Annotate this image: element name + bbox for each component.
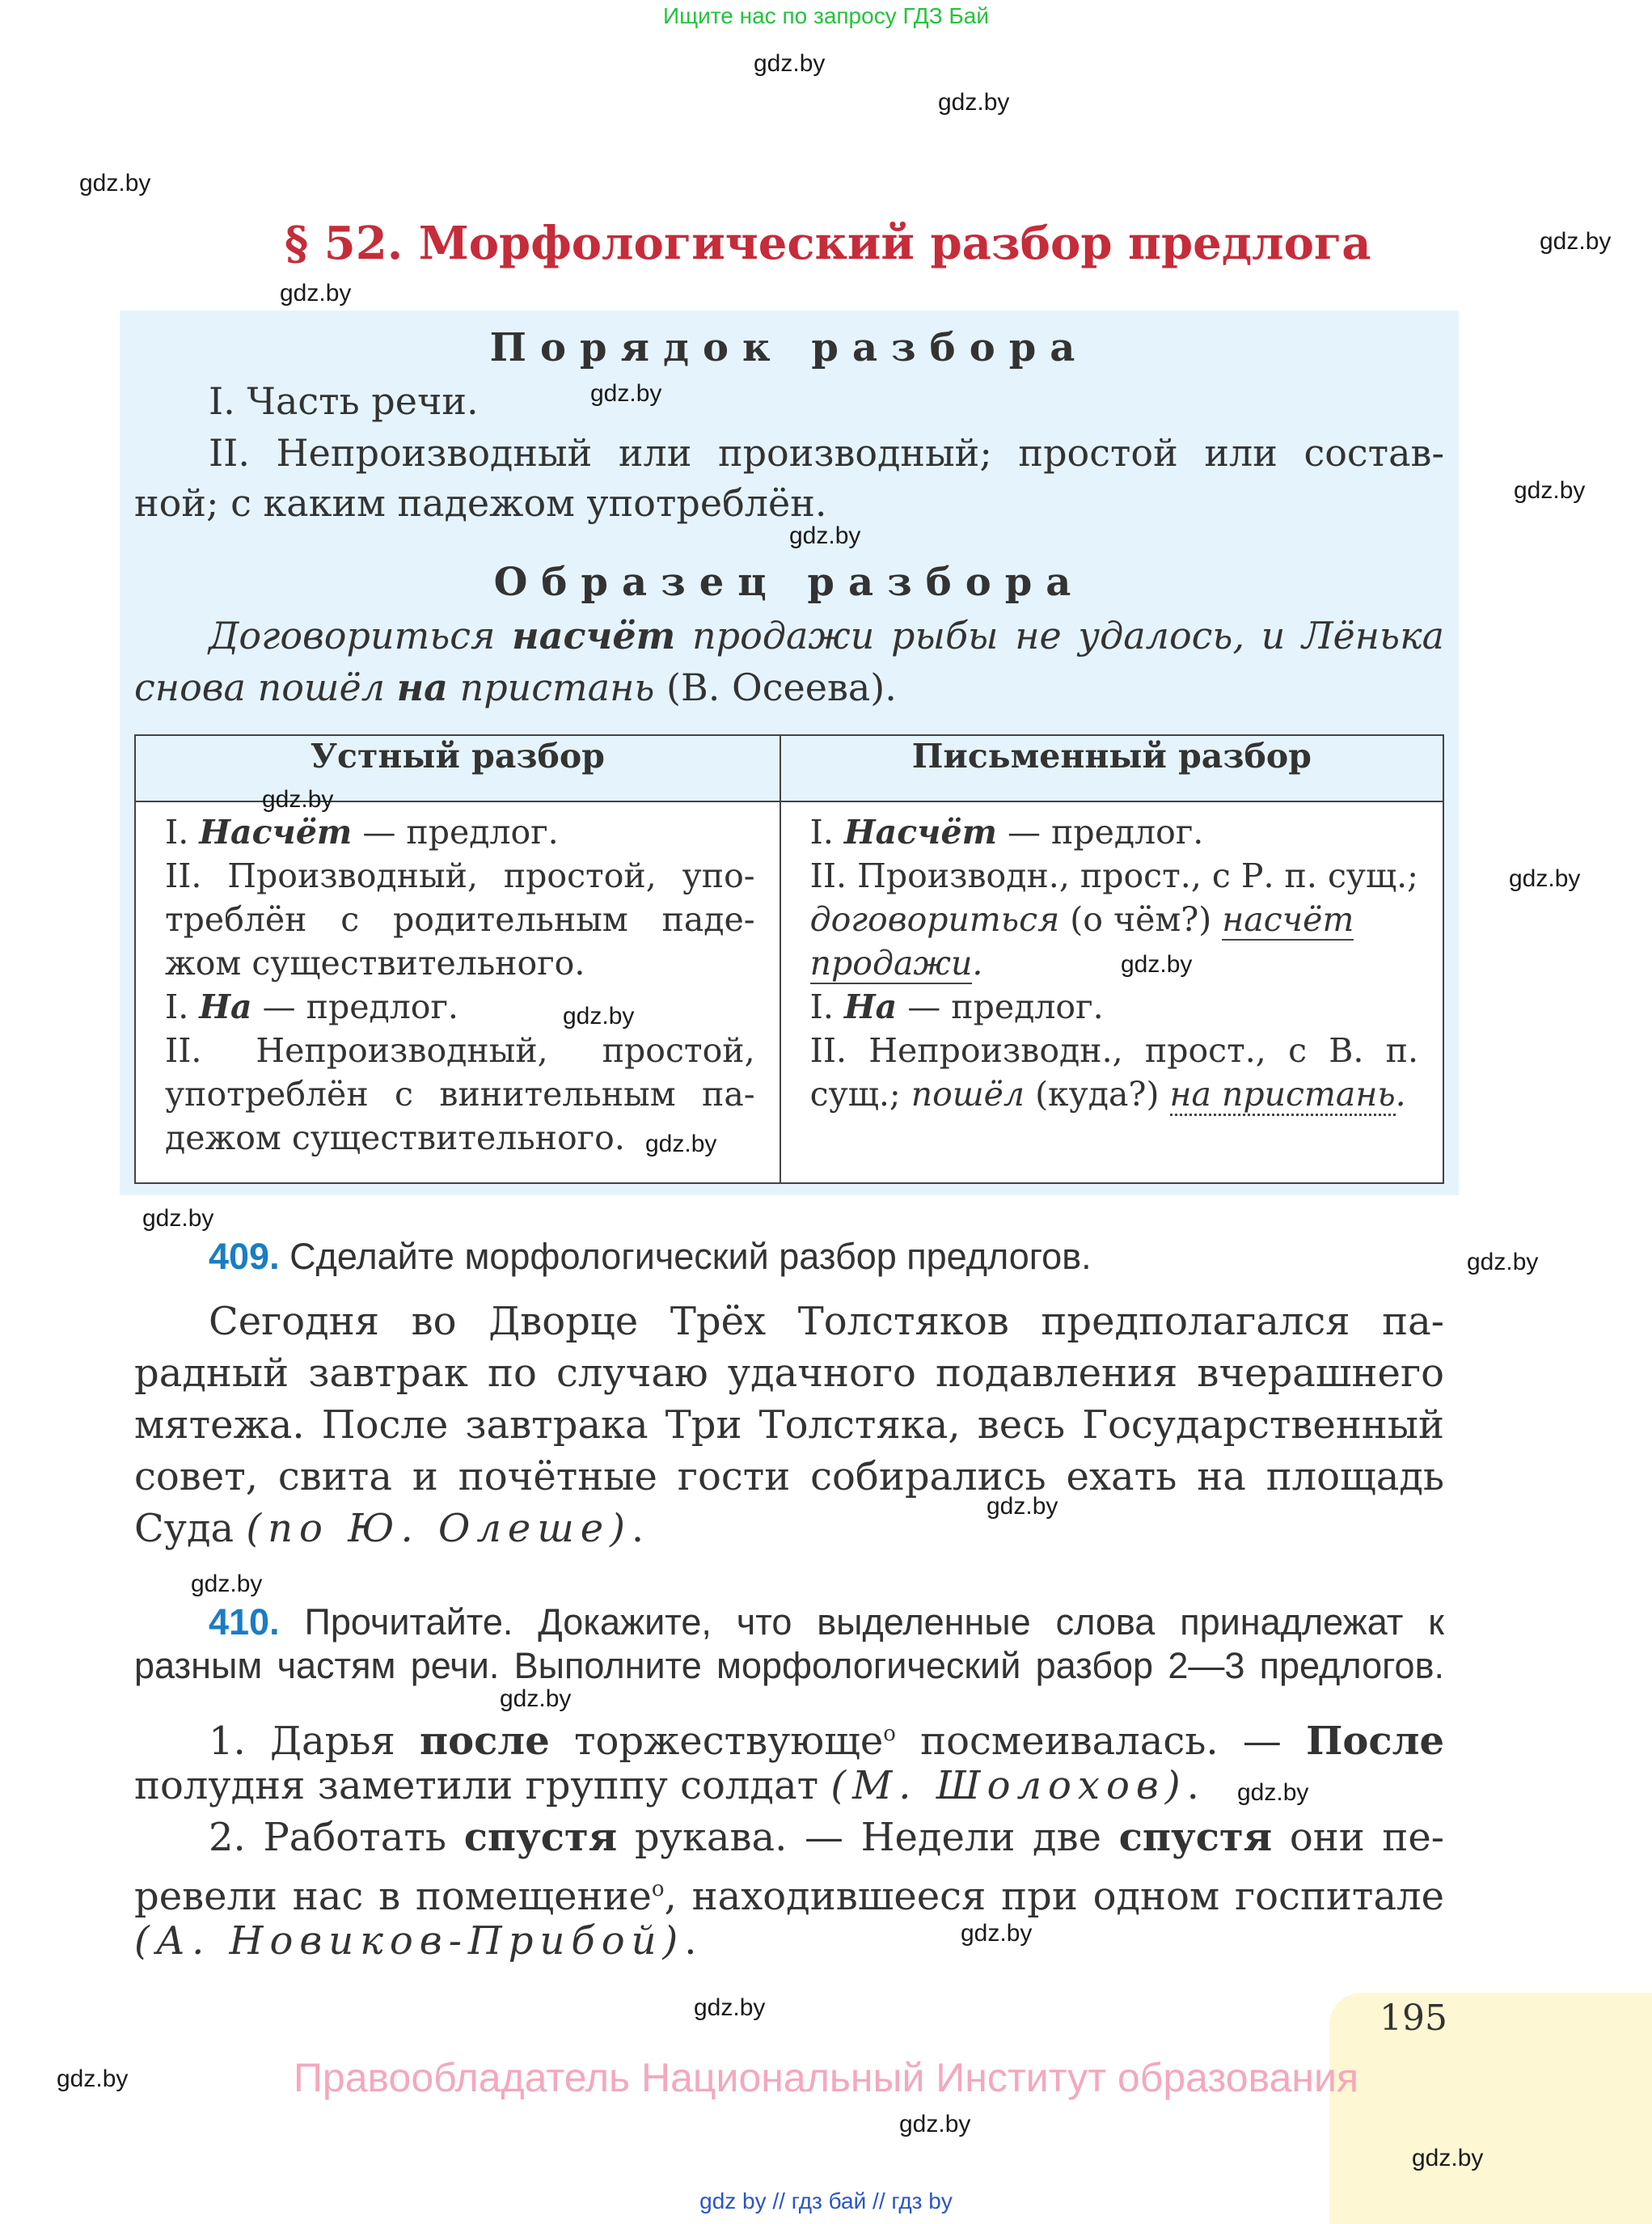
watermark: gdz.by [1237, 1779, 1309, 1806]
watermark: gdz.by [191, 1571, 263, 1597]
exercise-410-sentence-2-line-2: ревели нас в помещение$^о$, находившееся при одном госпитале [134, 1874, 1444, 1919]
order-item-2-line-1: II. Непроизводный или производный; простой или состав- [209, 431, 1444, 475]
bottom-links[interactable]: gdz by // гдз бай // гдз by [699, 2188, 953, 2213]
exercise-409-text-line-3: мятежа. После завтрака Три Толстяка, весь Государственный [134, 1402, 1444, 1448]
watermark: gdz.by [1467, 1249, 1539, 1275]
watermark: gdz.by [1509, 865, 1581, 892]
exercise-410-sentence-1-line-1: 1. Дарья после торжествующе$^о$ посмеивалась. — После [209, 1719, 1445, 1764]
exercise-409-text-line-1: Сегодня во Дворце Трёх Толстяков предполагался па- [209, 1299, 1444, 1344]
exercise-410-sentence-1-line-2: полудня заметили группу солдат (М. Шолохов). [134, 1763, 1199, 1808]
watermark: gdz.by [1121, 951, 1193, 978]
page-number: 195 [1379, 1998, 1447, 2039]
watermark: gdz.by [961, 1920, 1033, 1947]
watermark: gdz.by [1412, 2145, 1484, 2171]
watermark: gdz.by [142, 1205, 214, 1232]
col-oral-header: Устный разбор [135, 735, 780, 801]
watermark: gdz.by [79, 170, 151, 197]
watermark: gdz.by [280, 280, 352, 307]
written-analysis-cell: I. Насчёт — предлог. II. Производн., прост., с Р. п. сущ.; договориться (о чём?) насчёт продажи. I. На — предлог. II. Непроизводн., прост., с В. п. сущ.; пошёл (куда?) на пристань. [780, 801, 1443, 1183]
watermark: gdz.by [590, 380, 662, 407]
section-title: § 52. Морфологический разбор предлога [285, 217, 1371, 270]
sample-heading: Образец разбора [493, 560, 1085, 605]
exercise-410-sentence-2-line-1: 2. Работать спустя рукава. — Недели две спустя они пе- [209, 1815, 1445, 1860]
oral-analysis-cell: I. Насчёт — предлог. II. Производный, простой, упо- треблён с родительным паде- жом существительного. I. На — предлог. II. Непроизводный, простой, употреблён с винительным па- дежом существительного. [135, 801, 780, 1183]
order-item-1: I. Часть речи. [209, 379, 479, 423]
watermark: gdz.by [1514, 477, 1586, 504]
exercise-410-sentence-2-line-3: (А. Новиков-Прибой). [134, 1918, 697, 1964]
watermark: gdz.by [694, 1994, 766, 2021]
sample-sentence-line-2: снова пошёл на пристань (В. Осеева). [134, 666, 897, 709]
exercise-409-number: 409. [209, 1236, 280, 1277]
watermark: gdz.by [754, 50, 826, 77]
watermark: gdz.by [563, 1003, 635, 1030]
col-written-header: Письменный разбор [780, 735, 1443, 801]
order-item-2-line-2: ной; с каким падежом употреблён. [134, 481, 827, 525]
watermark: gdz.by [1540, 228, 1612, 255]
watermark: gdz.by [57, 2065, 129, 2092]
rights-holder-notice: Правообладатель Национальный Институт образования [293, 2055, 1359, 2100]
exercise-410-number: 410. [209, 1601, 280, 1643]
exercise-409-text-line-4: совет, свита и почётные гости собирались ехать на площадь [134, 1454, 1444, 1499]
sample-sentence-line-1: Договориться насчёт продажи рыбы не удалось, и Лёнька [209, 614, 1444, 657]
exercise-410-task-line-2: разным частям речи. Выполните морфологический разбор 2—3 предлогов. [134, 1645, 1444, 1686]
exercise-409-task: 409. Сделайте морфологический разбор предлогов. [209, 1236, 1092, 1277]
watermark: gdz.by [938, 89, 1010, 116]
search-banner[interactable]: Ищите нас по запросу ГДЗ Бай [662, 3, 990, 28]
watermark: gdz.by [789, 522, 861, 549]
watermark: gdz.by [500, 1685, 572, 1712]
watermark: gdz.by [899, 2111, 971, 2137]
exercise-409-text-line-5: Суда (по Ю. Олеше). [134, 1506, 644, 1551]
watermark: gdz.by [645, 1131, 717, 1157]
watermark: gdz.by [987, 1493, 1058, 1520]
order-heading: Порядок разбора [489, 325, 1089, 370]
watermark: gdz.by [262, 786, 334, 813]
exercise-410-task-line-1: 410. Прочитайте. Докажите, что выделенные слова принадлежат к [209, 1601, 1444, 1643]
exercise-409-text-line-2: радный завтрак по случаю удачного подавления вчерашнего [134, 1351, 1444, 1396]
